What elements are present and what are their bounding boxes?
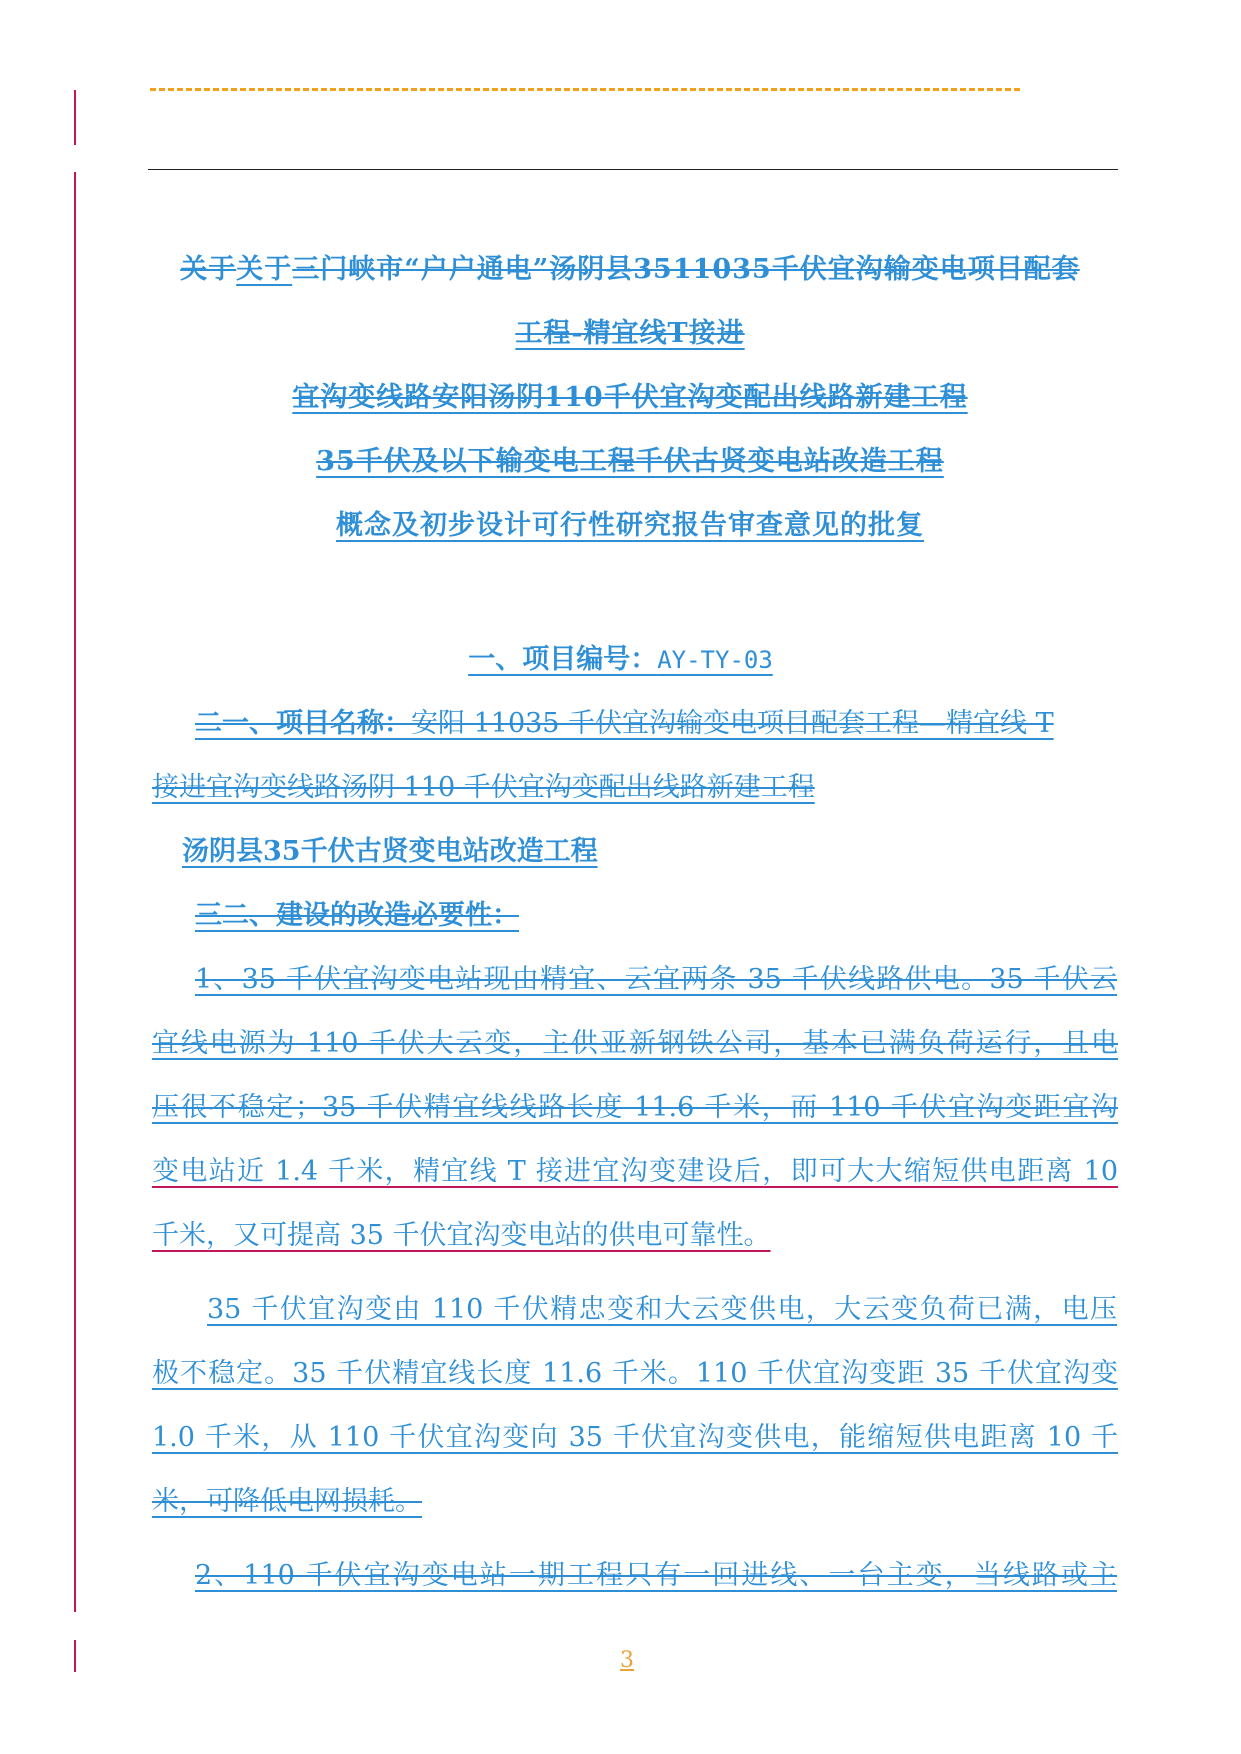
para-text: 宜线电源为 110 千伏大云变，主供亚新钢铁公司，基本已满负荷运行，且电 xyxy=(152,1028,1118,1059)
para-text: 2、110 千伏宜沟变电站一期工程只有一回进线、一台主变，当线路或主 xyxy=(195,1560,1117,1591)
project-number-value: AY-TY-03 xyxy=(657,646,773,674)
title-line-1 xyxy=(140,250,1120,290)
project-name-text: 安阳 11035 千伏宜沟输变电项目配套工程—精宜线 T xyxy=(411,708,1054,739)
project-name-label: 二一、项目名称： xyxy=(195,708,411,739)
project-number-label: 一、项目编号： xyxy=(468,644,658,675)
project-name-line-1 xyxy=(195,704,1117,744)
project-name-new-text: 汤阴县35千伏古贤变电站改造工程 xyxy=(182,836,598,867)
project-name-line-2 xyxy=(152,768,1118,808)
para-text: 1、35 千伏宜沟变电站现由精宜、云宜两条 35 千伏线路供电。35 千伏云 xyxy=(195,964,1117,995)
project-name-text: 接进宜沟变线路汤阴 110 千伏宜沟变配出线路新建工程 xyxy=(152,772,815,803)
para-2-line xyxy=(152,1482,1118,1522)
project-number xyxy=(0,640,1241,680)
header-rule xyxy=(148,169,1118,170)
para-text: 1.0 千米，从 110 千伏宜沟变向 35 千伏宜沟变供电，能缩短供电距离 10 千 xyxy=(152,1422,1118,1453)
para-1-line xyxy=(152,1152,1118,1192)
title-seg: 35千伏及以下输变电工程千伏古贤变电站改造工程 xyxy=(316,446,944,477)
para-1-line xyxy=(152,1216,1118,1256)
para-2-line xyxy=(207,1290,1117,1330)
para-text: 压很不稳定；35 千伏精宜线线路长度 11.6 千米，而 110 千伏宜沟变距宜沟 xyxy=(152,1092,1118,1123)
para-1-line xyxy=(152,1024,1118,1064)
para-text: 35 千伏宜沟变由 110 千伏精忠变和大云变供电，大云变负荷已满，电压 xyxy=(207,1294,1117,1325)
header-dashed-line xyxy=(150,88,1020,91)
title-seg: 三门峡市“户户通电”汤阴县3511035千伏宜沟输变电项目配套 xyxy=(292,254,1080,285)
necessity-heading xyxy=(195,896,519,936)
project-name-new xyxy=(182,832,598,872)
title-line-2 xyxy=(140,314,1120,354)
para-2-line xyxy=(152,1354,1118,1394)
para-text: 米，可降低电网损耗。 xyxy=(152,1486,422,1517)
para-1-line xyxy=(195,960,1117,1000)
necessity-heading-text: 三二、建设的改造必要性： xyxy=(195,900,519,931)
para-2-line xyxy=(152,1418,1118,1458)
title-seg: 关于 xyxy=(180,254,237,285)
para-text: 极不稳定。35 千伏精宜线长度 11.6 千米。110 千伏宜沟变距 35 千伏宜沟变 xyxy=(152,1358,1118,1389)
page-number: 3 xyxy=(620,1648,634,1673)
title-seg: 宜沟变线路安阳汤阴110千伏宜沟变配出线路新建工程 xyxy=(292,382,968,413)
title-line-5 xyxy=(140,506,1120,546)
title-line-4 xyxy=(140,442,1120,482)
para-3-line xyxy=(195,1556,1117,1596)
para-text: 千米，又可提高 35 千伏宜沟变电站的供电可靠性。 xyxy=(152,1220,771,1251)
revision-margin-bar xyxy=(74,90,76,145)
para-1-line xyxy=(152,1088,1118,1128)
title-seg: 关于 xyxy=(236,254,293,285)
revision-margin-bar xyxy=(74,1640,76,1672)
title-seg: 工程-精宜线T接进 xyxy=(515,318,745,349)
para-text: 变电站近 1.4 千米，精宜线 T 接进宜沟变建设后，即可大大缩短供电距离 10 xyxy=(152,1156,1118,1187)
revision-margin-bar xyxy=(74,172,76,1612)
title-seg: 概念及初步设计可行性研究报告审查意见的批复 xyxy=(336,510,924,541)
title-line-3 xyxy=(140,378,1120,418)
